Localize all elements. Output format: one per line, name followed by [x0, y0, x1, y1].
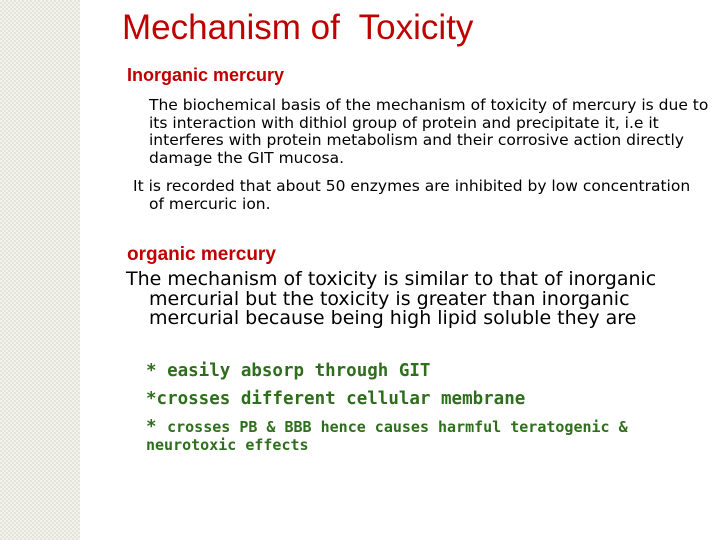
- inorganic-paragraph-mechanism: [133, 97, 720, 167]
- side-texture-strip: [0, 0, 80, 540]
- bullet-membrane: *crosses different cellular membrane: [146, 389, 526, 409]
- inorganic-paragraph-enzymes: It is recorded that about 50 enzymes are inhibited by low concentration of mercuric ion.: [133, 177, 691, 213]
- heading-inorganic-mercury: Inorganic mercury: [127, 65, 285, 85]
- heading-organic-mercury: organic mercury: [127, 244, 276, 265]
- bullet-teratogenic-text: crosses PB & BBB hence causes harmful teratogenic & neurotoxic effects: [146, 418, 628, 454]
- organic-paragraph-mechanism: The mechanism of toxicity is similar to that of inorganic mercurial but the toxicity is greater than inorganic mercurial because being high lipid soluble they are: [126, 268, 657, 329]
- bullet-teratogenic: [146, 418, 701, 454]
- slide-title: Mechanism of Toxicity: [122, 8, 474, 47]
- bullet-absorption: * easily absorp through GIT: [146, 361, 431, 381]
- inorganic-paragraph-mechanism-text: The biochemical basis of the mechanism of toxicity of mercury is due to its interaction with dithiol group of protein and precipitate it, i.e it interferes with protein metabolism and their corrosive action directly damage the GIT mucosa.: [149, 96, 709, 167]
- bullet-star: *: [146, 417, 168, 437]
